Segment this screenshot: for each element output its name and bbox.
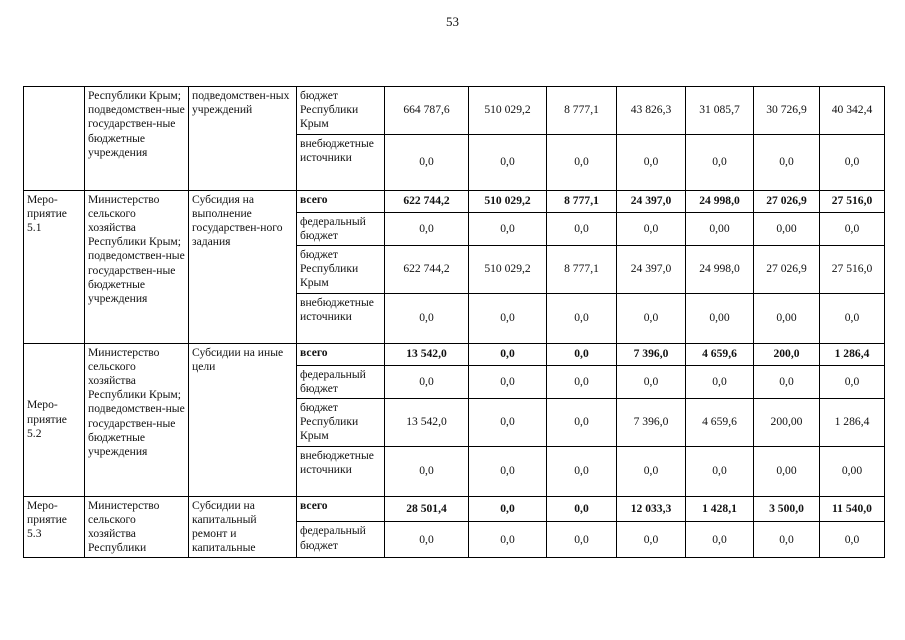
value-cell: 0,00 (686, 212, 754, 245)
value-cell: 0,0 (469, 134, 547, 190)
value-cell: 0,0 (617, 134, 686, 190)
value-cell: 0,0 (547, 134, 617, 190)
value-cell: 0,0 (547, 446, 617, 496)
value-cell: 0,0 (820, 365, 885, 398)
value-cell: 27 026,9 (754, 190, 820, 212)
purpose-cell: подведомствен-ных учреждений (189, 87, 297, 191)
value-cell: 0,0 (469, 212, 547, 245)
funding-source-cell: внебюджетные источники (297, 446, 385, 496)
value-cell: 622 744,2 (385, 246, 469, 294)
value-cell: 27 516,0 (820, 246, 885, 294)
event-cell: Меро-приятие 5.2 (24, 343, 85, 496)
value-cell: 0,0 (547, 212, 617, 245)
executor-cell: Министерство сельского хозяйства Республики Крым; подведомствен-ные государствен-ные бюджетные учреждения (85, 190, 189, 343)
value-cell: 0,00 (754, 293, 820, 343)
value-cell: 4 659,6 (686, 399, 754, 447)
value-cell: 664 787,6 (385, 87, 469, 135)
value-cell: 0,0 (754, 522, 820, 558)
value-cell: 0,0 (686, 522, 754, 558)
funding-source-cell: федеральный бюджет (297, 522, 385, 558)
value-cell: 0,0 (547, 343, 617, 365)
value-cell: 11 540,0 (820, 496, 885, 522)
value-cell: 0,0 (547, 399, 617, 447)
event-cell (24, 87, 85, 191)
value-cell: 0,0 (469, 496, 547, 522)
value-cell: 43 826,3 (617, 87, 686, 135)
value-cell: 0,0 (820, 212, 885, 245)
value-cell: 8 777,1 (547, 190, 617, 212)
funding-source-cell: всего (297, 343, 385, 365)
funding-source-cell: бюджет Республики Крым (297, 246, 385, 294)
budget-table (23, 86, 885, 558)
value-cell: 0,0 (617, 293, 686, 343)
value-cell: 1 286,4 (820, 399, 885, 447)
value-cell: 200,00 (754, 399, 820, 447)
value-cell: 0,0 (385, 446, 469, 496)
value-cell: 31 085,7 (686, 87, 754, 135)
value-cell: 0,00 (820, 446, 885, 496)
value-cell: 0,0 (385, 134, 469, 190)
value-cell: 510 029,2 (469, 87, 547, 135)
funding-source-cell: бюджет Республики Крым (297, 87, 385, 135)
value-cell: 0,0 (547, 293, 617, 343)
value-cell: 0,0 (617, 446, 686, 496)
value-cell: 0,0 (547, 522, 617, 558)
value-cell: 0,0 (469, 293, 547, 343)
value-cell: 0,0 (385, 293, 469, 343)
value-cell: 0,0 (385, 365, 469, 398)
purpose-cell: Субсидия на выполнение государствен-ного задания (189, 190, 297, 343)
value-cell: 13 542,0 (385, 399, 469, 447)
value-cell: 3 500,0 (754, 496, 820, 522)
value-cell: 30 726,9 (754, 87, 820, 135)
value-cell: 510 029,2 (469, 246, 547, 294)
value-cell: 8 777,1 (547, 246, 617, 294)
table-row (24, 343, 885, 365)
event-cell: Меро-приятие 5.3 (24, 496, 85, 558)
funding-source-cell: федеральный бюджет (297, 212, 385, 245)
value-cell: 0,0 (686, 446, 754, 496)
value-cell: 0,0 (547, 496, 617, 522)
funding-source-cell: бюджет Республики Крым (297, 399, 385, 447)
value-cell: 13 542,0 (385, 343, 469, 365)
value-cell: 4 659,6 (686, 343, 754, 365)
value-cell: 0,0 (820, 134, 885, 190)
value-cell: 0,0 (754, 134, 820, 190)
value-cell: 0,0 (385, 522, 469, 558)
value-cell: 24 998,0 (686, 246, 754, 294)
value-cell: 40 342,4 (820, 87, 885, 135)
funding-source-cell: федеральный бюджет (297, 365, 385, 398)
value-cell: 0,0 (617, 365, 686, 398)
value-cell: 8 777,1 (547, 87, 617, 135)
value-cell: 1 286,4 (820, 343, 885, 365)
event-cell: Меро-приятие 5.1 (24, 190, 85, 343)
value-cell: 0,0 (385, 212, 469, 245)
value-cell: 0,0 (686, 134, 754, 190)
value-cell: 7 396,0 (617, 343, 686, 365)
table-body (24, 87, 885, 558)
value-cell: 24 397,0 (617, 190, 686, 212)
funding-source-cell: внебюджетные источники (297, 134, 385, 190)
value-cell: 0,00 (754, 446, 820, 496)
executor-cell: Министерство сельского хозяйства Республики (85, 496, 189, 558)
value-cell: 0,0 (469, 399, 547, 447)
funding-source-cell: внебюджетные источники (297, 293, 385, 343)
executor-cell: Министерство сельского хозяйства Республики Крым; подведомствен-ные государствен-ные бюджетные учреждения (85, 343, 189, 496)
value-cell: 24 397,0 (617, 246, 686, 294)
funding-source-cell: всего (297, 190, 385, 212)
table-row (24, 190, 885, 212)
value-cell: 0,0 (820, 293, 885, 343)
purpose-cell: Субсидии на иные цели (189, 343, 297, 496)
value-cell: 0,0 (754, 365, 820, 398)
value-cell: 0,00 (686, 293, 754, 343)
value-cell: 0,0 (469, 446, 547, 496)
value-cell: 0,0 (820, 522, 885, 558)
value-cell: 622 744,2 (385, 190, 469, 212)
value-cell: 510 029,2 (469, 190, 547, 212)
value-cell: 0,0 (469, 365, 547, 398)
table-row (24, 87, 885, 135)
value-cell: 0,0 (617, 212, 686, 245)
value-cell: 27 516,0 (820, 190, 885, 212)
value-cell: 28 501,4 (385, 496, 469, 522)
value-cell: 0,0 (686, 365, 754, 398)
page-number: 53 (446, 14, 459, 29)
purpose-cell: Субсидии на капитальный ремонт и капитальные (189, 496, 297, 558)
value-cell: 7 396,0 (617, 399, 686, 447)
value-cell: 27 026,9 (754, 246, 820, 294)
value-cell: 0,0 (469, 522, 547, 558)
value-cell: 200,0 (754, 343, 820, 365)
value-cell: 0,0 (547, 365, 617, 398)
value-cell: 0,0 (617, 522, 686, 558)
value-cell: 0,00 (754, 212, 820, 245)
table-row (24, 496, 885, 522)
executor-cell: Республики Крым; подведомствен-ные государствен-ные бюджетные учреждения (85, 87, 189, 191)
value-cell: 24 998,0 (686, 190, 754, 212)
value-cell: 0,0 (469, 343, 547, 365)
value-cell: 12 033,3 (617, 496, 686, 522)
funding-source-cell: всего (297, 496, 385, 522)
value-cell: 1 428,1 (686, 496, 754, 522)
